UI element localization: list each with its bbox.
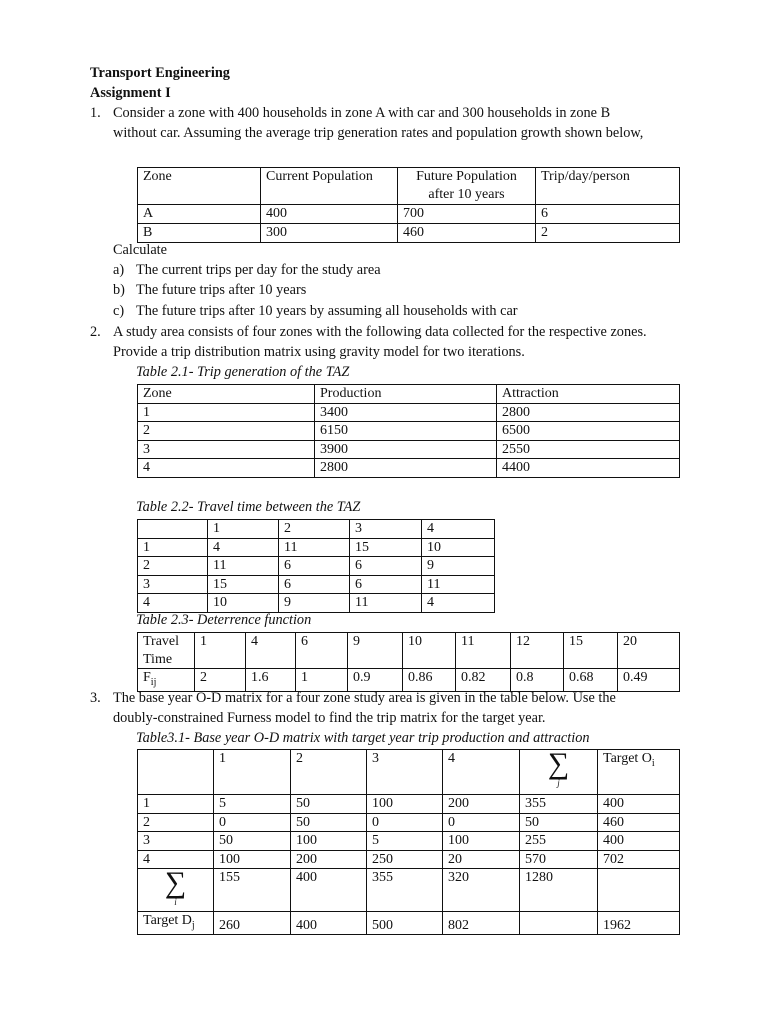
cell: 2: [138, 557, 208, 576]
table-row: [138, 538, 495, 557]
q1-item-a-text: The current trips per day for the study area: [136, 262, 381, 278]
q3-text-line1: The base year O-D matrix for a four zone study area is given in the table below. Use the: [113, 690, 616, 706]
q2-text-line2: Provide a trip distribution matrix using gravity model for two iterations.: [113, 344, 525, 360]
cell: 6150: [315, 422, 497, 441]
cell: 1: [195, 633, 246, 669]
cell: 702: [598, 850, 680, 869]
cell: 460: [598, 813, 680, 832]
cell: 15: [208, 575, 279, 594]
cell: [138, 520, 208, 539]
cell: 9: [279, 594, 350, 613]
cell: 3900: [315, 440, 497, 459]
cell: 460: [398, 224, 536, 243]
table22-caption: Table 2.2- Travel time between the TAZ: [136, 499, 361, 515]
cell: 400: [261, 205, 398, 224]
cell: 10: [422, 538, 495, 557]
cell: 200: [291, 850, 367, 869]
cell: 2800: [315, 459, 497, 478]
cell: 11: [208, 557, 279, 576]
cell: 6500: [497, 422, 680, 441]
table-row: [138, 750, 680, 795]
q1-header-future: Future Population after 10 years: [398, 168, 536, 205]
table-row: [138, 557, 495, 576]
q2-number: 2.: [90, 324, 101, 340]
q2-text-line1: A study area consists of four zones with the following data collected for the respective zones.: [113, 324, 647, 340]
cell: 2800: [497, 403, 680, 422]
cell: 260: [214, 912, 291, 935]
assignment-title: Assignment I: [90, 85, 171, 101]
cell: 20: [618, 633, 680, 669]
q1-table-header-row: [138, 168, 680, 205]
cell: 4: [422, 594, 495, 613]
target-d-label: Target $D_j$: [138, 912, 214, 935]
cell: 50: [214, 832, 291, 851]
cell: 6: [279, 575, 350, 594]
cell: 4: [422, 520, 495, 539]
cell: 11: [350, 594, 422, 613]
cell: 1: [138, 403, 315, 422]
cell: 50: [291, 813, 367, 832]
cell: 155: [214, 869, 291, 912]
cell: 6: [296, 633, 348, 669]
cell: 50: [291, 795, 367, 814]
cell: 11: [422, 575, 495, 594]
cell: 1: [214, 750, 291, 795]
cell: [520, 912, 598, 935]
table-row: [138, 832, 680, 851]
cell: 4: [208, 538, 279, 557]
cell: 2: [138, 813, 214, 832]
cell: 100: [214, 850, 291, 869]
fij-label: $F_{ij}$: [138, 669, 195, 692]
table21-caption: Table 2.1- Trip generation of the TAZ: [136, 364, 350, 380]
cell: 0.9: [348, 669, 403, 692]
q1-item-c-label: c): [113, 303, 125, 319]
table-row: [138, 422, 680, 441]
course-title: Transport Engineering: [90, 65, 230, 81]
cell: 3: [138, 575, 208, 594]
cell: Zone: [138, 385, 315, 404]
cell: 0.8: [511, 669, 564, 692]
q1-table: [137, 167, 680, 243]
cell: 255: [520, 832, 598, 851]
cell: 3: [138, 440, 315, 459]
cell: 11: [456, 633, 511, 669]
q1-text-line2: without car. Assuming the average trip generation rates and population growth shown below,: [113, 125, 644, 141]
cell: 400: [598, 795, 680, 814]
table23: [137, 632, 680, 692]
table22: [137, 519, 495, 613]
cell: 802: [443, 912, 520, 935]
cell: 3: [350, 520, 422, 539]
table-row: [138, 520, 495, 539]
cell: 300: [261, 224, 398, 243]
cell: 700: [398, 205, 536, 224]
cell: 2: [195, 669, 246, 692]
cell: Production: [315, 385, 497, 404]
cell: 400: [291, 912, 367, 935]
q1-header-zone: Zone: [138, 168, 261, 205]
travel-time-label: Travel Time: [138, 633, 195, 669]
cell: 100: [443, 832, 520, 851]
q1-item-a-label: a): [113, 262, 125, 278]
q1-calculate: Calculate: [113, 242, 167, 258]
table-row: [138, 633, 680, 669]
cell: 570: [520, 850, 598, 869]
cell: 9: [348, 633, 403, 669]
cell: 2: [536, 224, 680, 243]
sum-row: [138, 869, 680, 912]
table-row: [138, 224, 680, 243]
q1-header-trip: Trip/day/person: [536, 168, 680, 205]
table23-caption: Table 2.3- Deterrence function: [136, 612, 312, 628]
q1-text-line1: Consider a zone with 400 households in zone A with car and 300 households in zone B: [113, 105, 611, 121]
sum-i-label: ∑ i: [138, 869, 214, 912]
cell: 6: [350, 557, 422, 576]
cell: 15: [350, 538, 422, 557]
cell: 1: [296, 669, 348, 692]
table-row: [138, 575, 495, 594]
cell: 11: [279, 538, 350, 557]
q1-number: 1.: [90, 105, 101, 121]
cell: [138, 750, 214, 795]
table31: [137, 749, 680, 935]
cell: 6: [279, 557, 350, 576]
q3-text-line2: doubly-constrained Furness model to find the trip matrix for the target year.: [113, 710, 546, 726]
cell: 50: [520, 813, 598, 832]
cell: 355: [520, 795, 598, 814]
cell: 250: [367, 850, 443, 869]
cell: 320: [443, 869, 520, 912]
cell: 10: [403, 633, 456, 669]
table-row: [138, 205, 680, 224]
cell: 100: [291, 832, 367, 851]
cell: 9: [422, 557, 495, 576]
table-row: [138, 813, 680, 832]
cell: 6: [536, 205, 680, 224]
table21: [137, 384, 680, 478]
table-row: [138, 403, 680, 422]
cell: 0: [214, 813, 291, 832]
cell: 4: [443, 750, 520, 795]
cell: 6: [350, 575, 422, 594]
cell: 4: [246, 633, 296, 669]
cell: 2: [138, 422, 315, 441]
cell: 0.49: [618, 669, 680, 692]
cell: 0: [367, 813, 443, 832]
cell: 5: [367, 832, 443, 851]
cell: 4: [138, 459, 315, 478]
cell: [598, 869, 680, 912]
cell: 0.68: [564, 669, 618, 692]
cell: B: [138, 224, 261, 243]
table-row: [138, 385, 680, 404]
table-row: [138, 440, 680, 459]
cell: 100: [367, 795, 443, 814]
cell: 0: [443, 813, 520, 832]
cell: 4: [138, 850, 214, 869]
cell: 10: [208, 594, 279, 613]
q1-item-b-label: b): [113, 282, 125, 298]
target-row: [138, 912, 680, 935]
cell: 1962: [598, 912, 680, 935]
table-row: [138, 850, 680, 869]
cell: 4: [138, 594, 208, 613]
cell: 3: [138, 832, 214, 851]
cell: 500: [367, 912, 443, 935]
cell: 400: [598, 832, 680, 851]
cell: 3: [367, 750, 443, 795]
sum-j-header: ∑ j: [520, 750, 598, 795]
target-o-header: Target $O_i$: [598, 750, 680, 795]
cell: 1: [138, 795, 214, 814]
cell: A: [138, 205, 261, 224]
q1-item-b-text: The future trips after 10 years: [136, 282, 307, 298]
table-row: [138, 459, 680, 478]
cell: 200: [443, 795, 520, 814]
cell: 0.82: [456, 669, 511, 692]
cell: 5: [214, 795, 291, 814]
cell: 355: [367, 869, 443, 912]
table31-caption: Table3.1- Base year O-D matrix with target year trip production and attraction: [136, 730, 590, 746]
cell: 1280: [520, 869, 598, 912]
cell: 4400: [497, 459, 680, 478]
q3-number: 3.: [90, 690, 101, 706]
cell: 3400: [315, 403, 497, 422]
cell: 2: [279, 520, 350, 539]
cell: 1: [138, 538, 208, 557]
cell: 15: [564, 633, 618, 669]
table-row: [138, 795, 680, 814]
cell: 20: [443, 850, 520, 869]
cell: 400: [291, 869, 367, 912]
q1-item-c-text: The future trips after 10 years by assuming all households with car: [136, 303, 518, 319]
cell: 1.6: [246, 669, 296, 692]
q1-header-current: Current Population: [261, 168, 398, 205]
cell: 1: [208, 520, 279, 539]
cell: 2550: [497, 440, 680, 459]
cell: 12: [511, 633, 564, 669]
cell: 2: [291, 750, 367, 795]
cell: 0.86: [403, 669, 456, 692]
cell: Attraction: [497, 385, 680, 404]
